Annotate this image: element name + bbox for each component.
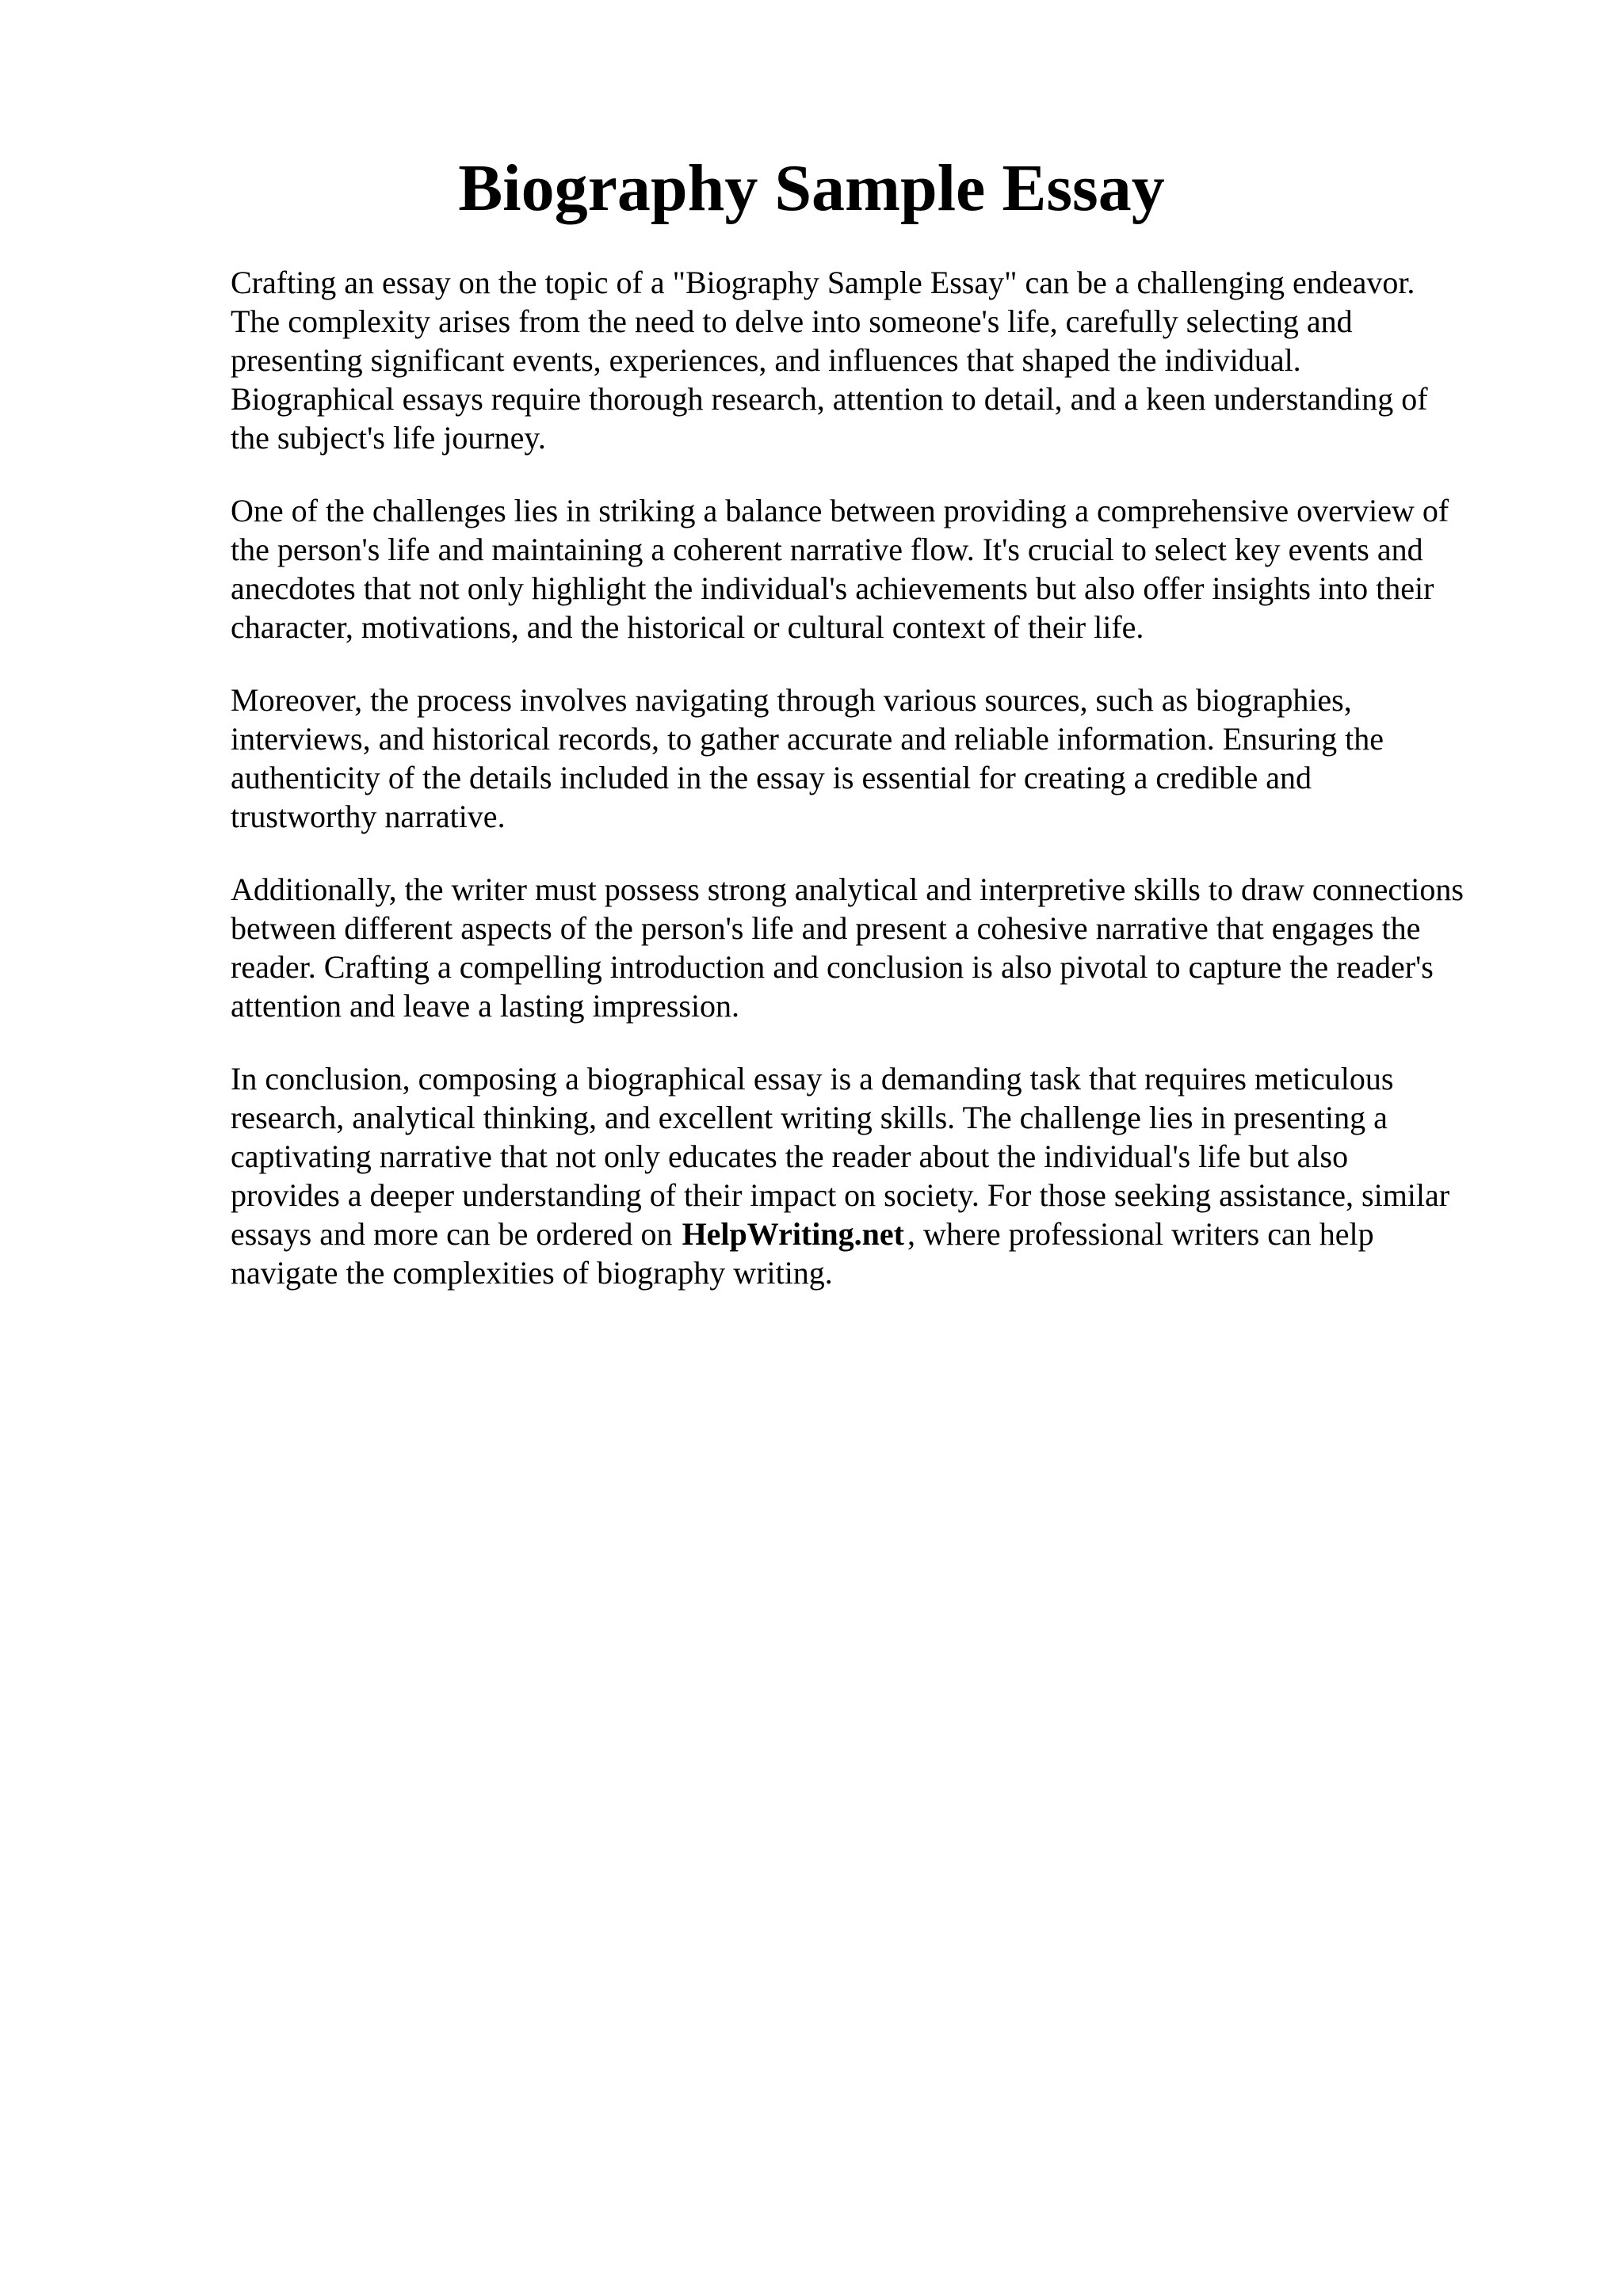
text-line: between different aspects of the person's life and present a cohesive narrative that engages the xyxy=(231,910,1421,946)
text-line: Additionally, the writer must possess strong analytical and interpretive skills to draw connections xyxy=(231,871,1464,907)
text-line: trustworthy narrative. xyxy=(231,799,506,834)
text-line: the subject's life journey. xyxy=(231,420,546,456)
text-line: In conclusion, composing a biographical essay is a demanding task that requires meticulous xyxy=(231,1061,1394,1097)
paragraph-4 xyxy=(231,870,1530,1025)
paragraph-3 xyxy=(231,681,1530,836)
helpwriting-link[interactable]: HelpWriting.net xyxy=(682,1216,904,1252)
link-lead-text: essays and more can be ordered on xyxy=(231,1216,673,1252)
page-title: Biography Sample Essay xyxy=(458,151,1165,225)
text-line: anecdotes that not only highlight the individual's achievements but also offer insights into their xyxy=(231,570,1434,606)
text-line: authenticity of the details included in the essay is essential for creating a credible and xyxy=(231,760,1312,795)
text-line: presenting significant events, experiences, and influences that shaped the individual. xyxy=(231,342,1301,378)
text-line-with-link xyxy=(231,1215,1530,1253)
text-line: Crafting an essay on the topic of a "Biography Sample Essay" can be a challenging endeavor. xyxy=(231,265,1415,300)
text-line: the person's life and maintaining a coherent narrative flow. It's crucial to select key events and xyxy=(231,532,1423,567)
paragraph-2 xyxy=(231,491,1530,646)
text-line: One of the challenges lies in striking a balance between providing a comprehensive overview of xyxy=(231,493,1449,528)
text-line: navigate the complexities of biography writing. xyxy=(231,1255,833,1291)
essay-body xyxy=(231,263,1530,1326)
text-line: interviews, and historical records, to gather accurate and reliable information. Ensuring the xyxy=(231,721,1384,757)
text-line: research, analytical thinking, and excellent writing skills. The challenge lies in presenting a xyxy=(231,1100,1388,1135)
text-line: Biographical essays require thorough research, attention to detail, and a keen understanding of xyxy=(231,381,1428,417)
text-line: reader. Crafting a compelling introduction and conclusion is also pivotal to capture the reader's xyxy=(231,949,1434,985)
text-line: captivating narrative that not only educates the reader about the individual's life but also xyxy=(231,1138,1349,1174)
text-line: Moreover, the process involves navigating through various sources, such as biographies, xyxy=(231,682,1352,718)
paragraph-1 xyxy=(231,263,1530,457)
text-line: attention and leave a lasting impression. xyxy=(231,988,740,1024)
text-line: provides a deeper understanding of their impact on society. For those seeking assistance, similar xyxy=(231,1177,1450,1213)
paragraph-5 xyxy=(231,1059,1530,1292)
link-trail-text: , where professional writers can help xyxy=(907,1216,1374,1252)
text-line: character, motivations, and the historical or cultural context of their life. xyxy=(231,609,1144,645)
text-line: The complexity arises from the need to delve into someone's life, carefully selecting and xyxy=(231,303,1353,339)
